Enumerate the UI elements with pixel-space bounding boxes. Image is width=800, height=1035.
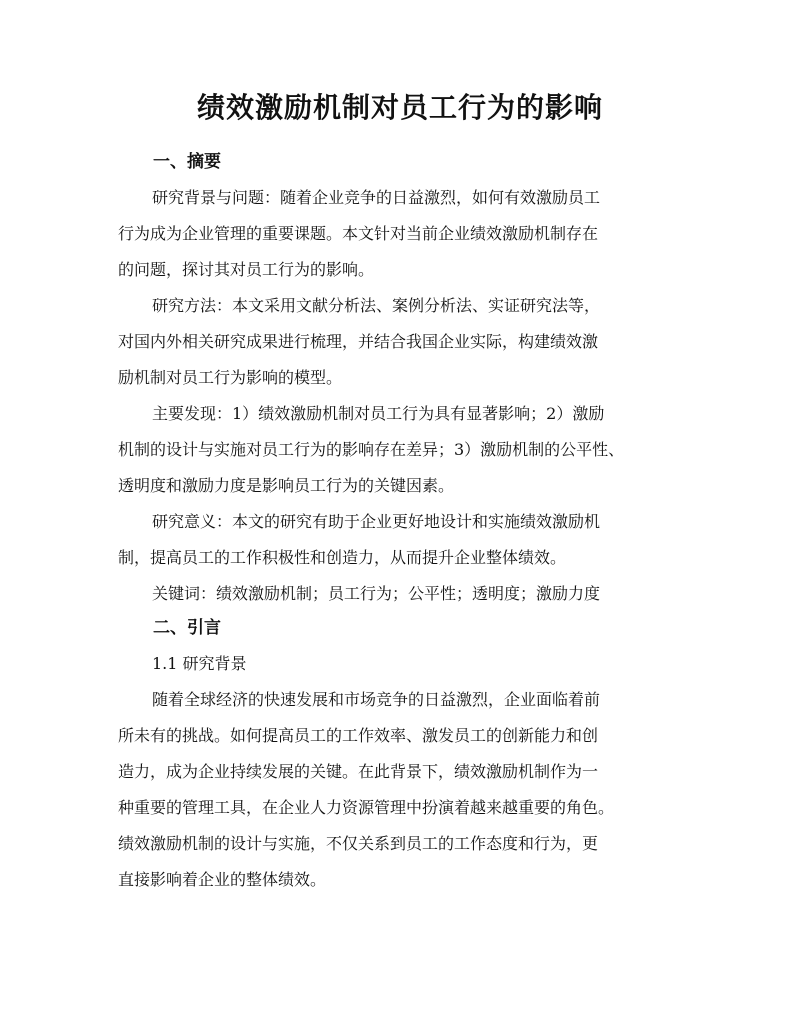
- abstract-line: 研究方法：本文采用文献分析法、案例分析法、实证研究法等，: [152, 296, 601, 315]
- intro-heading: 二、引言: [153, 618, 221, 638]
- intro-line: 绩效激励机制的设计与实施，不仅关系到员工的工作态度和行为，更: [118, 834, 599, 853]
- abstract-line: 励机制对员工行为影响的模型。: [118, 368, 343, 387]
- intro-line: 种重要的管理工具，在企业人力资源管理中扮演着越来越重要的角色。: [118, 798, 615, 817]
- abstract-line: 研究背景与问题：随着企业竞争的日益激烈，如何有效激励员工: [152, 188, 601, 207]
- keywords-line: 关键词：绩效激励机制；员工行为；公平性；透明度；激励力度: [152, 584, 601, 603]
- abstract-line: 透明度和激励力度是影响员工行为的关键因素。: [118, 476, 455, 495]
- subsection-heading: 1.1 研究背景: [152, 654, 247, 673]
- intro-line: 直接影响着企业的整体绩效。: [118, 870, 327, 889]
- abstract-heading: 一、摘要: [153, 152, 221, 172]
- abstract-line: 研究意义：本文的研究有助于企业更好地设计和实施绩效激励机: [152, 512, 601, 531]
- document-title: 绩效激励机制对员工行为的影响: [196, 91, 603, 124]
- intro-line: 随着全球经济的快速发展和市场竞争的日益激烈，企业面临着前: [152, 690, 601, 709]
- abstract-line: 的问题，探讨其对员工行为的影响。: [118, 260, 375, 279]
- abstract-line: 制，提高员工的工作积极性和创造力，从而提升企业整体绩效。: [118, 548, 567, 567]
- abstract-line: 对国内外相关研究成果进行梳理，并结合我国企业实际，构建绩效激: [118, 332, 599, 351]
- intro-line: 造力，成为企业持续发展的关键。在此背景下，绩效激励机制作为一: [118, 762, 599, 781]
- abstract-line: 主要发现：1）绩效激励机制对员工行为具有显著影响；2）激励: [152, 404, 605, 423]
- abstract-line: 机制的设计与实施对员工行为的影响存在差异；3）激励机制的公平性、: [118, 440, 625, 459]
- abstract-line: 行为成为企业管理的重要课题。本文针对当前企业绩效激励机制存在: [118, 224, 599, 243]
- intro-line: 所未有的挑战。如何提高员工的工作效率、激发员工的创新能力和创: [118, 726, 599, 745]
